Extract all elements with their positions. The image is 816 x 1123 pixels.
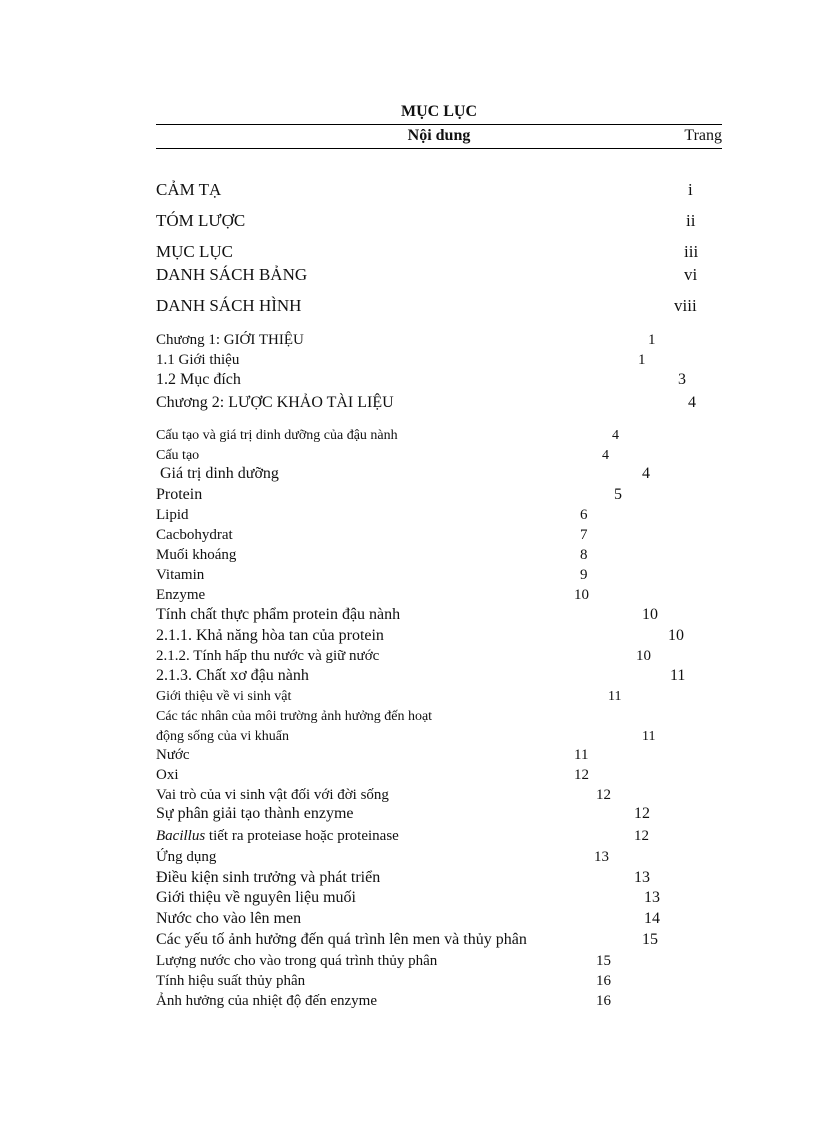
- toc-entry-text: Các tác nhân của môi trường ảnh hưởng đến hoạt: [156, 709, 433, 724]
- toc-entry-page-number: 10: [642, 606, 658, 623]
- toc-entry-text: Giá trị dinh dưỡng: [156, 465, 279, 482]
- toc-entry-page-number: 10: [668, 627, 684, 644]
- header-top-rule: [156, 124, 722, 125]
- toc-entry-text: động sống của vi khuẩn: [156, 729, 289, 744]
- toc-entry: [156, 800, 756, 824]
- toc-entry-text: DANH SÁCH HÌNH: [156, 296, 302, 315]
- toc-entry-page-number: 16: [596, 993, 611, 1009]
- toc-entry: [156, 238, 756, 262]
- toc-entry-text: Giới thiệu về nguyên liệu muối: [156, 889, 356, 906]
- toc-entry-text: 1.1 Giới thiệu: [156, 352, 240, 368]
- toc-entry-title: [156, 179, 221, 200]
- toc-entry-text: Cacbohydrat: [156, 527, 233, 543]
- toc-entry-page-number: 7: [580, 527, 588, 543]
- toc-entry: [156, 292, 756, 316]
- toc-entry-text: TÓM LƯỢC: [156, 211, 246, 230]
- toc-entry-text: Tính hiệu suất thủy phân: [156, 973, 306, 989]
- toc-entry-text: Ảnh hưởng của nhiệt độ đến enzyme: [156, 993, 378, 1009]
- toc-entry-title: [156, 264, 307, 285]
- toc-entry-text: Enzyme: [156, 587, 206, 603]
- toc-entry-page-number: 4: [602, 448, 609, 463]
- toc-entry-page-number: ii: [686, 211, 696, 230]
- toc-entry-page-number: 13: [634, 869, 650, 886]
- toc-entry: [156, 389, 756, 413]
- toc-entry-page-number: 15: [642, 931, 658, 948]
- toc-entry-text: Nước cho vào lên men: [156, 910, 302, 927]
- toc-entry-page-number: 14: [644, 910, 660, 927]
- toc-entry-text: Cấu tạo và giá trị dinh dưỡng của đậu nành: [156, 428, 398, 443]
- page-title: MỤC LỤC: [401, 103, 477, 120]
- toc-entry-page-number: 3: [678, 371, 686, 388]
- toc-entry-page-number: 11: [574, 747, 589, 763]
- toc-entry-title: [156, 370, 241, 390]
- toc-entry-text: Vai trò của vi sinh vật đối với đời sống: [156, 787, 389, 803]
- toc-entry-page-number: iii: [684, 242, 699, 261]
- toc-entry: [156, 176, 756, 200]
- toc-entry-page-number: 8: [580, 547, 588, 563]
- toc-entry-page-number: 10: [574, 587, 589, 603]
- toc-entry-text: Các yếu tố ảnh hưởng đến quá trình lên men và thủy phân: [156, 931, 527, 948]
- toc-entry-page-number: 10: [636, 648, 651, 664]
- toc-entry-page-number: 11: [642, 729, 656, 744]
- toc-entry-page-number: 6: [580, 507, 588, 523]
- toc-entry: [156, 366, 756, 390]
- toc-entry-page-number: 11: [670, 667, 686, 684]
- toc-entry-text: CẢM TẠ: [156, 180, 222, 199]
- toc-entry-page-number: 1: [638, 352, 646, 368]
- toc-entry-title: [156, 393, 394, 413]
- toc-entry-text: Điều kiện sinh trưởng và phát triển: [156, 869, 381, 886]
- toc-entry-text: Nước: [156, 747, 190, 763]
- toc-entry-page-number: 5: [614, 486, 622, 503]
- toc-entry-text: 2.1.3. Chất xơ đậu nành: [156, 667, 309, 684]
- toc-entry-title: [156, 210, 245, 231]
- toc-entry-text: DANH SÁCH BẢNG: [156, 265, 308, 284]
- toc-entry-text: Tính chất thực phẩm protein đậu nành: [156, 606, 401, 623]
- toc-entry-page-number: 13: [644, 889, 660, 906]
- toc-entry-page-number: 4: [688, 394, 696, 411]
- toc-entry: [156, 987, 756, 1011]
- toc-entry-text: Chương 2: LƯỢC KHẢO TÀI LIỆU: [156, 394, 394, 411]
- toc-entry-text: Muối khoáng: [156, 547, 237, 563]
- toc-entry-text: MỤC LỤC: [156, 242, 233, 261]
- toc-entry-text: Chương 1: GIỚI THIỆU: [156, 332, 304, 348]
- toc-entry-text: tiết ra proteiase hoặc proteinase: [205, 828, 399, 844]
- toc-entry-text: Oxi: [156, 767, 179, 783]
- toc-entry-page-number: vi: [684, 265, 698, 284]
- toc-entry-text: Lipid: [156, 507, 189, 523]
- toc-entry-page-number: 12: [574, 767, 589, 783]
- toc-entry-page-number: 1: [648, 332, 656, 348]
- toc-entry-title: [156, 241, 233, 262]
- toc-entry-page-number: 12: [596, 787, 611, 803]
- toc-entry-text: Sự phân giải tạo thành enzyme: [156, 805, 354, 822]
- toc-entry-page-number: 15: [596, 953, 611, 969]
- toc-entry-text: 1.2 Mục đích: [156, 371, 241, 388]
- header-bottom-rule: [156, 148, 722, 149]
- toc-entry-page-number: 9: [580, 567, 588, 583]
- toc-entry-page-number: 16: [596, 973, 611, 989]
- toc-entry: [156, 261, 756, 285]
- toc-entry-text: 2.1.2. Tính hấp thu nước và giữ nước: [156, 648, 380, 664]
- toc-entry-text: Protein: [156, 486, 203, 503]
- toc-entry-title: [156, 295, 301, 316]
- toc-entry-title: [156, 992, 377, 1011]
- toc-entry-text: 2.1.1. Khả năng hòa tan của protein: [156, 627, 384, 644]
- toc-entry-page-number: 12: [634, 805, 650, 822]
- toc-entry-page-number: 12: [634, 828, 649, 844]
- toc-entry-text: Cấu tạo: [156, 448, 200, 463]
- toc-entry-page-number: viii: [674, 296, 697, 315]
- toc-entry-text: Vitamin: [156, 567, 205, 583]
- header-content-label: Nội dung: [407, 127, 471, 144]
- toc-entry-page-number: 11: [608, 689, 622, 704]
- toc-entry-text: Ứng dụng: [156, 849, 217, 865]
- toc-header: [156, 126, 722, 146]
- toc-entry: [156, 207, 756, 231]
- toc-entry-text: Giới thiệu về vi sinh vật: [156, 689, 292, 704]
- toc-entry-page-number: i: [688, 180, 693, 199]
- toc-entry-italic-term: Bacillus: [156, 828, 206, 844]
- toc-entry-page-number: 13: [594, 849, 609, 865]
- toc-entry-title: [156, 804, 354, 824]
- toc-entry-page-number: 4: [612, 428, 619, 443]
- header-page-label: Trang: [684, 127, 722, 144]
- toc-entry-page-number: 4: [642, 465, 650, 482]
- toc-entry-text: Lượng nước cho vào trong quá trình thủy phân: [156, 953, 438, 969]
